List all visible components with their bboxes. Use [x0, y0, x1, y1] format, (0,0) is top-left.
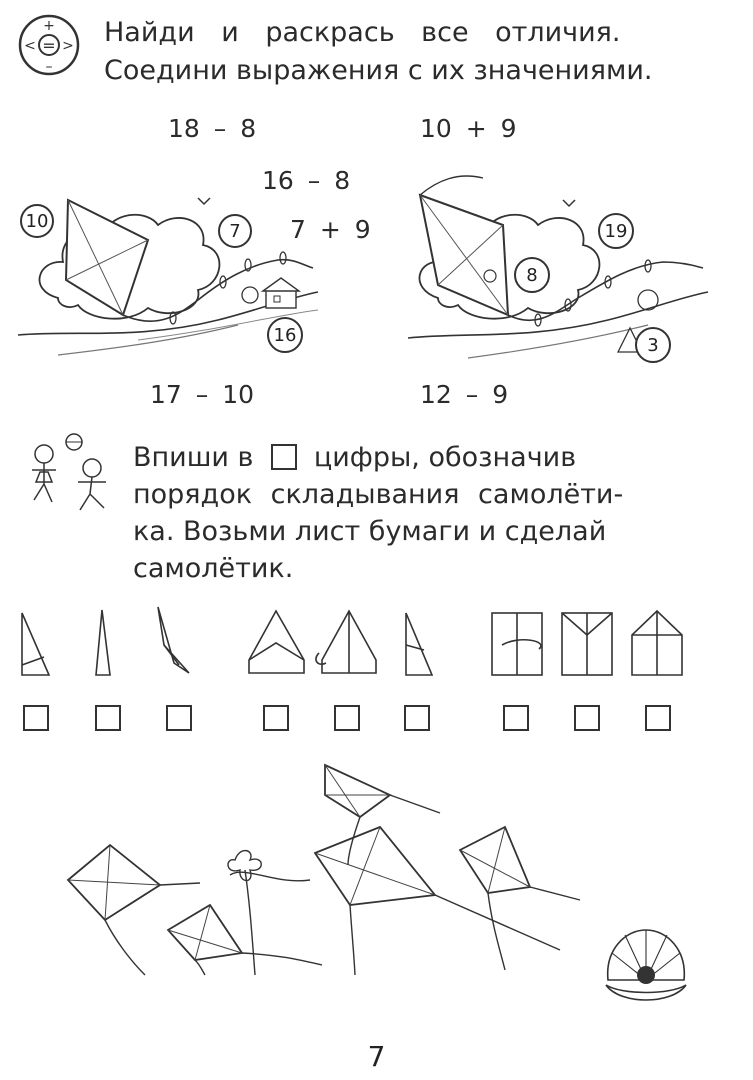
answer-box-4[interactable] [263, 705, 289, 731]
svg-text:+: + [43, 18, 55, 34]
expression-16-8[interactable]: 16 – 8 [262, 166, 351, 195]
expression-12-9[interactable]: 12 – 9 [420, 380, 509, 409]
task2-line1 [133, 441, 576, 474]
number-circle-8: 8 [514, 257, 550, 293]
svg-text:=: = [42, 36, 56, 55]
playing-children-icon [22, 432, 117, 514]
task2-line1-start: Впиши в [133, 442, 254, 473]
answer-box-5[interactable] [334, 705, 360, 731]
number-circle-10: 10 [20, 204, 54, 238]
number-circle-19: 19 [598, 213, 634, 249]
answer-box-6[interactable] [404, 705, 430, 731]
svg-text:–: – [45, 59, 53, 75]
svg-text:>: > [62, 38, 74, 54]
expression-7-9[interactable]: 7 + 9 [290, 215, 371, 244]
answer-box-8[interactable] [574, 705, 600, 731]
task2-line2: порядок складывания самолёти- [133, 479, 624, 510]
task2-line3: ка. Возьми лист бумаги и сделай [133, 516, 607, 547]
task1-line2: Соедини выражения с их значениями. [104, 55, 653, 86]
math-operations-icon [17, 13, 81, 77]
airplane-folding-steps [14, 605, 694, 685]
kites-illustration[interactable] [60, 765, 600, 980]
answer-box-9[interactable] [645, 705, 671, 731]
answer-box-7[interactable] [503, 705, 529, 731]
expression-18-8[interactable]: 18 – 8 [168, 114, 257, 143]
answer-box-3[interactable] [166, 705, 192, 731]
inline-answer-box [271, 444, 297, 470]
svg-text:<: < [24, 38, 36, 54]
task2-line1-end: цифры, обозначив [313, 442, 577, 473]
number-circle-16: 16 [267, 317, 303, 353]
seashell-icon [600, 925, 692, 1010]
task1-line1: Найди и раскрась все отличия. [104, 17, 621, 48]
expression-10-9[interactable]: 10 + 9 [420, 114, 517, 143]
task2-line4: самолётик. [133, 553, 294, 584]
expression-17-10[interactable]: 17 – 10 [150, 380, 255, 409]
page-number: 7 [367, 1040, 386, 1073]
answer-box-1[interactable] [23, 705, 49, 731]
number-circle-3: 3 [635, 327, 671, 363]
number-circle-7: 7 [218, 214, 252, 248]
answer-box-2[interactable] [95, 705, 121, 731]
